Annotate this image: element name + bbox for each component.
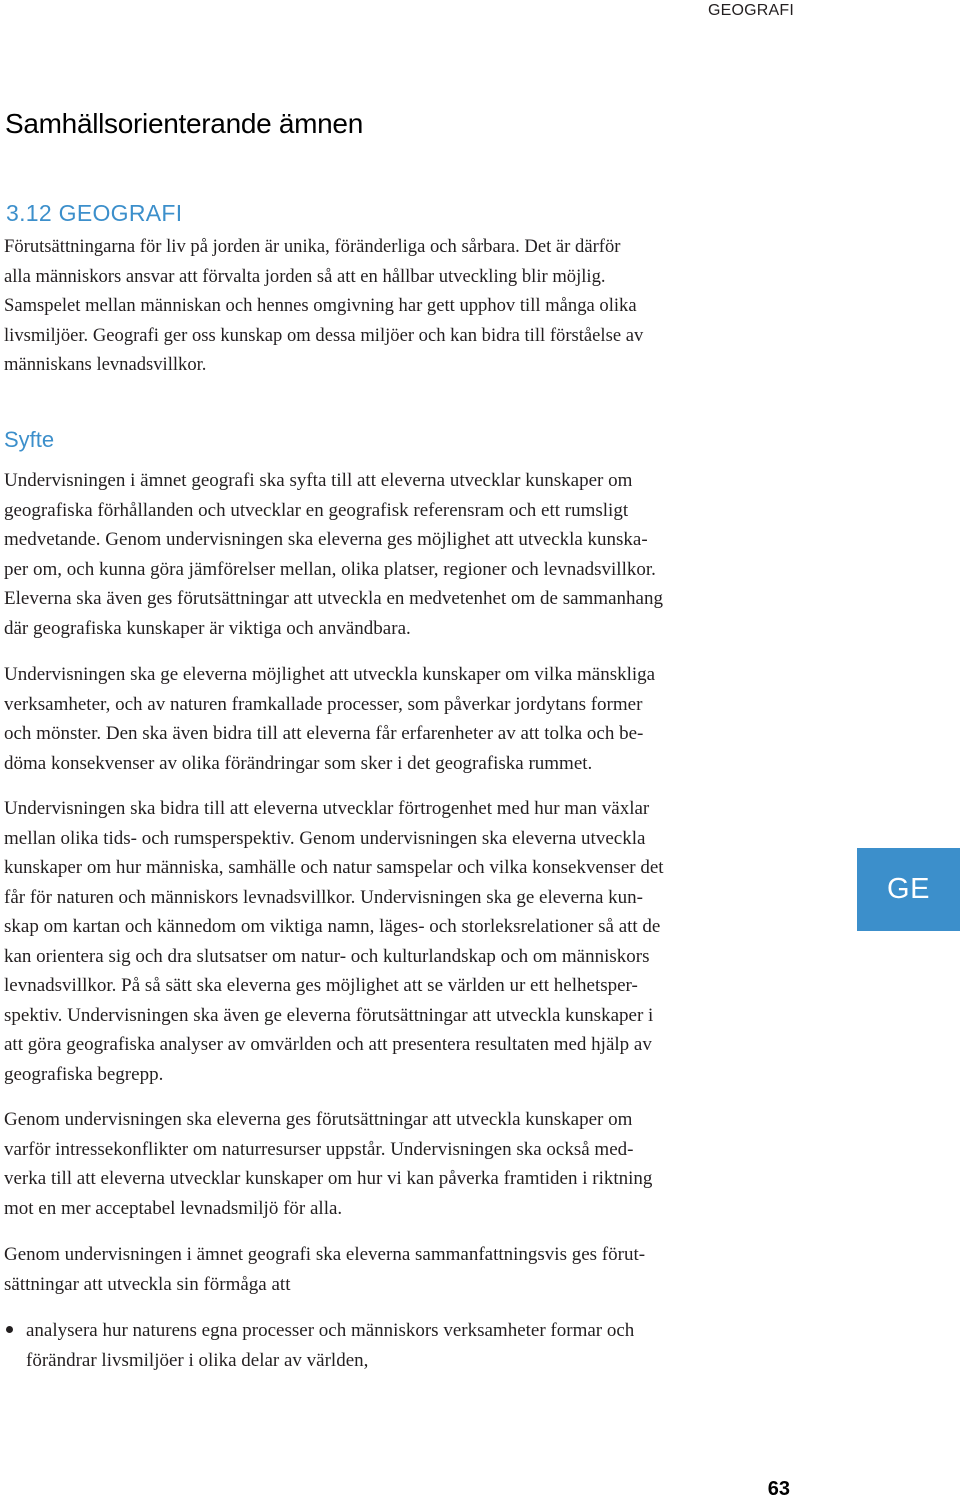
text-line: geografiska begrepp. (4, 1063, 164, 1085)
text-line: människans levnadsvillkor. (4, 354, 207, 375)
syfte-paragraph-2 (4, 660, 804, 778)
text-line: förändrar livsmiljöer i olika delar av världen, (26, 1349, 369, 1371)
syfte-paragraph-4 (4, 1105, 804, 1223)
subject-side-tab-label: GE (887, 873, 930, 905)
text-line: får för naturen och människors levnadsvillkor. Undervisningen ska ge eleverna kun- (4, 886, 643, 908)
text-line: mot en mer acceptabel levnadsmiljö för alla. (4, 1197, 343, 1219)
syfte-heading: Syfte (4, 427, 55, 452)
syfte-paragraph-3 (4, 794, 804, 1089)
text-line: Eleverna ska även ges förutsättningar att utveckla en medvetenhet om de sammanhang (4, 588, 663, 609)
text-line: verksamheter, och av naturen framkallade processer, som påverkar jordytans former (4, 693, 643, 715)
text-line: livsmiljöer. Geografi ger oss kunskap om dessa miljöer och kan bidra till förståelse av (4, 324, 644, 346)
text-line: kan orientera sig och dra slutsatser om natur- och kulturlandskap och om människors (4, 945, 650, 967)
section-title: Samhällsorienterande ämnen (5, 108, 363, 139)
text-line: varför intressekonflikter om naturresurser uppstår. Undervisningen ska också med- (4, 1138, 634, 1160)
text-line: kunskaper om hur människa, samhälle och natur samspelar och vilka konsekvenser det (4, 857, 664, 878)
text-line: geografiska förhållanden och utvecklar en geografisk referensram och ett rumsligt (4, 499, 629, 521)
text-line: per om, och kunna göra jämförelser mellan, olika platser, regioner och levnadsvillkor. (4, 558, 656, 580)
text-line: verka till att eleverna utvecklar kunskaper om hur vi kan påverka framtiden i riktning (4, 1168, 653, 1189)
text-line: där geografiska kunskaper är viktiga och användbara. (4, 617, 411, 639)
text-line: Undervisningen i ämnet geografi ska syfta till att eleverna utvecklar kunskaper om (4, 470, 633, 491)
text-line: Undervisningen ska ge eleverna möjlighet att utveckla kunskaper om vilka mänskliga (4, 664, 656, 685)
page-number: 63 (767, 1478, 790, 1500)
intro-paragraph (4, 232, 804, 380)
syfte-paragraph-1 (4, 466, 804, 643)
list-item (4, 1316, 804, 1375)
text-line: Genom undervisningen i ämnet geografi ska eleverna sammanfattningsvis ges förut- (4, 1244, 646, 1265)
text-line: att göra geografiska analyser av omvärlden och att presentera resultaten med hjälp av (4, 1034, 652, 1055)
chapter-heading: 3.12 GEOGRAFI (6, 200, 183, 226)
text-line: mellan olika tids- och rumsperspektiv. Genom undervisningen ska eleverna utveckla (4, 827, 646, 849)
text-line: levnadsvillkor. På så sätt ska eleverna ges möjlighet att se världen ur ett helhetsper- (4, 975, 638, 996)
subject-side-tab (857, 848, 960, 931)
text-line: spektiv. Undervisningen ska även ge eleverna förutsättningar att utveckla kunskaper i (4, 1004, 654, 1026)
running-header: GEOGRAFI (707, 2, 794, 19)
ability-list (4, 1316, 804, 1375)
bullet-icon (6, 1326, 13, 1333)
text-line: sättningar att utveckla sin förmåga att (4, 1273, 291, 1295)
syfte-paragraph-5 (4, 1240, 804, 1299)
text-line: Förutsättningarna för liv på jorden är unika, föränderliga och sårbara. Det är därför (4, 236, 621, 257)
text-line: Samspelet mellan människan och hennes omgivning har gett upphov till många olika (4, 295, 637, 316)
text-line: skap om kartan och kännedom om viktiga namn, läges- och storleksrelationer så att de (4, 916, 661, 937)
text-line: och mönster. Den ska även bidra till att eleverna får erfarenheter av att tolka och be- (4, 723, 644, 744)
text-line: medvetande. Genom undervisningen ska eleverna ges möjlighet att utveckla kunska- (4, 529, 648, 550)
text-line: Genom undervisningen ska eleverna ges förutsättningar att utveckla kunskaper om (4, 1109, 633, 1130)
text-line: analysera hur naturens egna processer och människors verksamheter formar och (26, 1320, 635, 1341)
text-line: Undervisningen ska bidra till att eleverna utvecklar förtrogenhet med hur man växlar (4, 798, 650, 819)
text-line: döma konsekvenser av olika förändringar som sker i det geografiska rummet. (4, 752, 593, 774)
text-line: alla människors ansvar att förvalta jorden så att en hållbar utveckling blir möjlig. (4, 265, 606, 287)
